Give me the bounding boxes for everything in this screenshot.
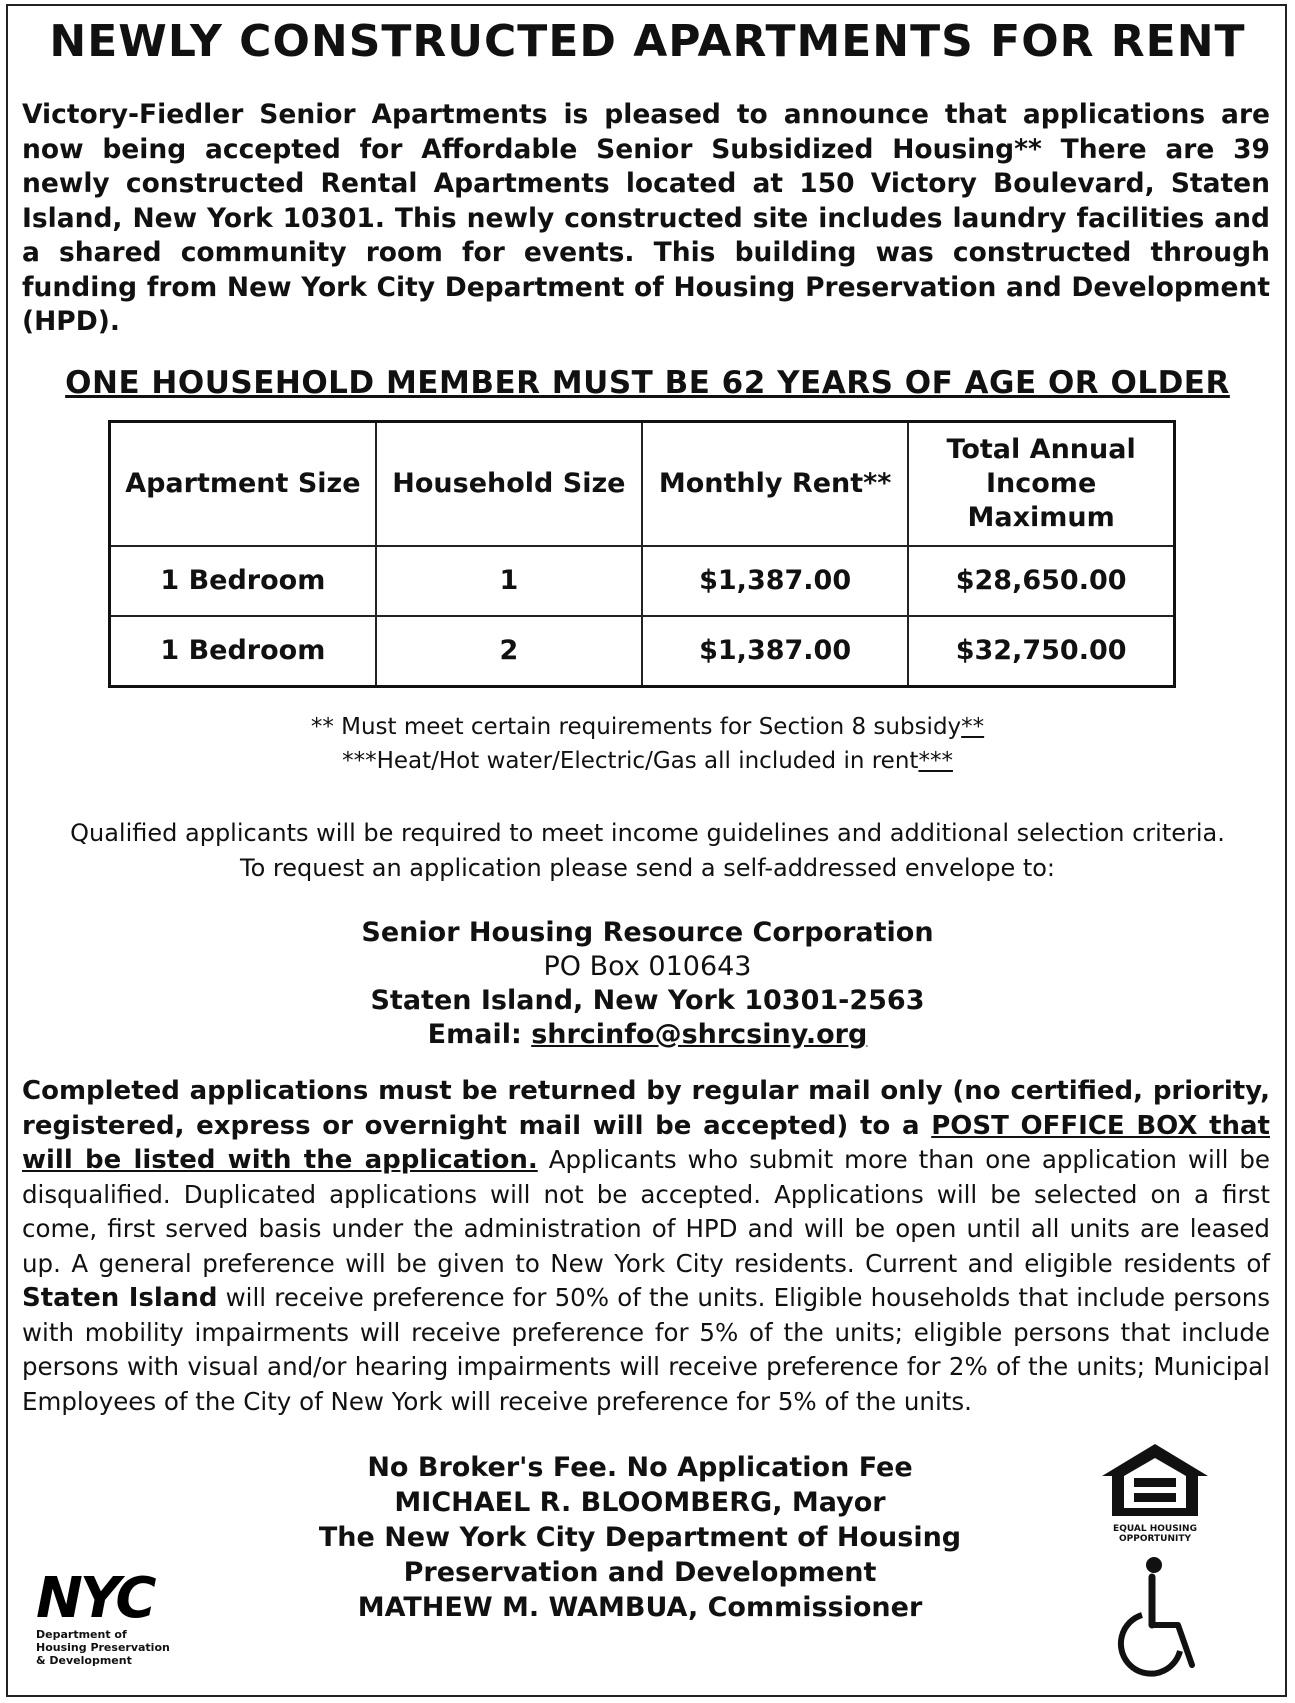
wheelchair-accessibility-icon [1112, 1555, 1202, 1685]
table-row [110, 546, 1175, 616]
hpd-logo-line: Housing Preservation [36, 1641, 170, 1654]
footer-credits [290, 1450, 990, 1625]
cell-household-size: 1 [376, 546, 642, 616]
cell-income-maximum: $32,750.00 [908, 616, 1174, 687]
footnote-utilities: ***Heat/Hot water/Electric/Gas all included in rent*** [342, 748, 953, 774]
cell-monthly-rent: $1,387.00 [642, 616, 908, 687]
page-title: NEWLY CONSTRUCTED APARTMENTS FOR RENT [49, 16, 1246, 67]
qualification-line: Qualified applicants will be required to meet income guidelines and additional selection criteria. [70, 819, 1225, 847]
department-line-2: Preservation and Development [403, 1557, 877, 1588]
table-row [110, 616, 1175, 687]
age-requirement-heading: ONE HOUSEHOLD MEMBER MUST BE 62 YEARS OF AGE OR OLDER [65, 365, 1230, 401]
cell-household-size: 2 [376, 616, 642, 687]
email-link[interactable]: shrcinfo@shrcsiny.org [531, 1019, 868, 1050]
submission-rules-paragraph: Completed applications must be returned by regular mail only (no certified, priority, registered, express or overnight mail will be accepted) to a POST OFFICE BOX that will be listed with the application. Applicants who submit more than one application will be disqualified. Duplicated applications will not be accepted. Applications will be selected on a first come, first served basis under the administration of HPD and will be open until all units are leased up. A general preference will be given to New York City residents. Current and eligible residents of Staten Island will receive preference for 50% of the units. Eligible households that include persons with mobility impairments will receive preference for 5% of the units; eligible persons that include persons with visual and/or hearing impairments will receive preference for 2% of the units; Municipal Employees of the City of New York will receive preference for 5% of the units. [22, 1076, 1270, 1416]
nyc-hpd-logo [36, 1566, 216, 1670]
commissioner-line: MATHEW M. WAMBUA, Commissioner [357, 1592, 923, 1623]
cell-monthly-rent: $1,387.00 [642, 546, 908, 616]
hpd-logo-line: & Development [36, 1654, 132, 1667]
rent-table [108, 420, 1176, 688]
mayor-line: MICHAEL R. BLOOMBERG, Mayor [394, 1487, 886, 1518]
email-line: Email: shrcinfo@shrcsiny.org [427, 1019, 868, 1050]
eho-caption: OPPORTUNITY [1118, 1534, 1191, 1544]
request-line: To request an application please send a self-addressed envelope to: [239, 854, 1056, 882]
cell-income-maximum: $28,650.00 [908, 546, 1174, 616]
intro-paragraph: Victory-Fiedler Senior Apartments is pleased to announce that applications are now being accepted for Affordable Senior Subsidized Housing** There are 39 newly constructed Rental Apartments located at 150 Victory Boulevard, Staten Island, New York 10301. This newly constructed site includes laundry facilities and a shared community room for events. This building was constructed through funding from New York City Department of Housing Preservation and Development (HPD). [22, 99, 1270, 337]
nyc-mark: NYC [36, 1566, 154, 1631]
header-monthly-rent: Monthly Rent** [642, 422, 908, 547]
hpd-logo-line: Department of [36, 1628, 127, 1641]
mailing-address [0, 916, 1295, 1052]
eho-caption: EQUAL HOUSING [1113, 1524, 1197, 1534]
house-icon [1098, 1440, 1212, 1520]
footnotes [0, 710, 1295, 778]
fee-line: No Broker's Fee. No Application Fee [367, 1452, 913, 1483]
header-household-size: Household Size [376, 422, 642, 547]
po-box: PO Box 010643 [543, 951, 752, 982]
table-header-row [110, 422, 1175, 547]
city-line: Staten Island, New York 10301-2563 [370, 985, 925, 1016]
cell-apartment-size: 1 Bedroom [110, 616, 376, 687]
department-line-1: The New York City Department of Housing [318, 1522, 962, 1553]
qualification-text [0, 816, 1295, 886]
header-apartment-size: Apartment Size [110, 422, 376, 547]
cell-apartment-size: 1 Bedroom [110, 546, 376, 616]
header-income-maximum: Total Annual Income Maximum [908, 422, 1174, 547]
equal-housing-logo [1098, 1440, 1212, 1548]
footnote-section8: ** Must meet certain requirements for Section 8 subsidy** [310, 714, 985, 740]
org-name: Senior Housing Resource Corporation [361, 917, 934, 948]
